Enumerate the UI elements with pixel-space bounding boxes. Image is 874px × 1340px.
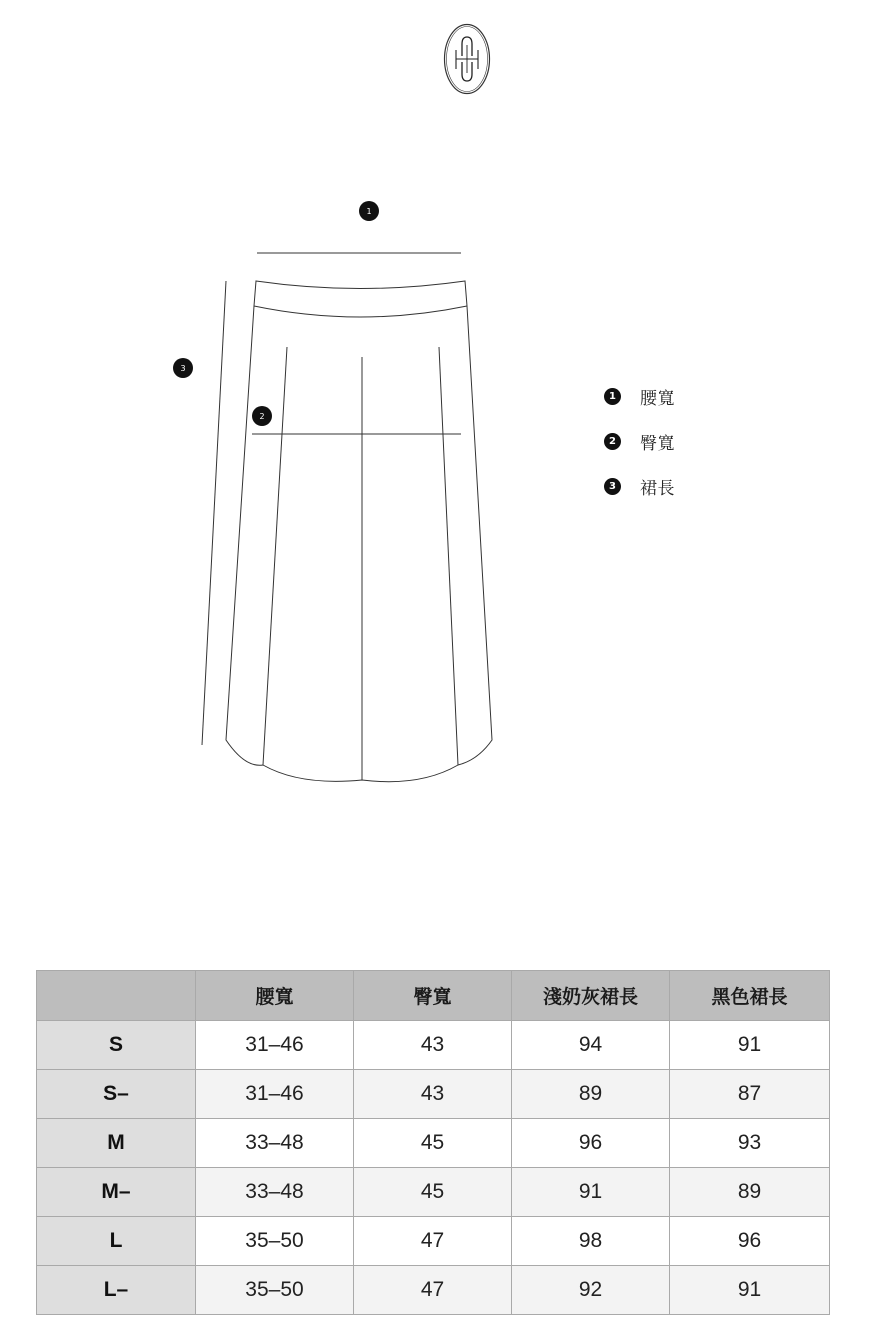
measurement-legend [604, 385, 804, 520]
length-cream-cell: 91 [512, 1168, 670, 1217]
legend-label-length: 裙長 [640, 478, 675, 499]
waist-cell: 35–50 [196, 1266, 354, 1315]
length-black-cell: 91 [670, 1021, 830, 1070]
header-length-cream-grey: 淺奶灰裙長 [512, 971, 670, 1021]
marker-1-label: 1 [366, 207, 372, 216]
waist-cell: 31–46 [196, 1070, 354, 1119]
hip-cell: 45 [354, 1168, 512, 1217]
length-cream-cell: 92 [512, 1266, 670, 1315]
header-waist: 腰寬 [196, 971, 354, 1021]
marker-2 [252, 406, 272, 426]
table-row [37, 1070, 830, 1119]
length-measure-line [202, 281, 226, 745]
waist-cell: 33–48 [196, 1119, 354, 1168]
marker-1 [359, 201, 379, 221]
length-black-cell: 93 [670, 1119, 830, 1168]
length-black-cell: 96 [670, 1217, 830, 1266]
legend-item-waist [604, 385, 804, 407]
table-row [37, 1217, 830, 1266]
legend-marker-1: 1 [604, 388, 621, 405]
length-cream-cell: 94 [512, 1021, 670, 1070]
hip-cell: 47 [354, 1217, 512, 1266]
waist-cell: 31–46 [196, 1021, 354, 1070]
table-row [37, 1266, 830, 1315]
table-header-row [37, 971, 830, 1021]
legend-label-waist: 腰寬 [640, 388, 675, 409]
table-row [37, 1168, 830, 1217]
header-hip: 臀寬 [354, 971, 512, 1021]
legend-item-length [604, 475, 804, 497]
legend-item-hip [604, 430, 804, 452]
length-cream-cell: 89 [512, 1070, 670, 1119]
waist-cell: 33–48 [196, 1168, 354, 1217]
skirt-waistband [254, 281, 467, 317]
legend-marker-2: 2 [604, 433, 621, 450]
hip-cell: 43 [354, 1070, 512, 1119]
marker-2-label: 2 [259, 412, 265, 421]
length-cream-cell: 98 [512, 1217, 670, 1266]
size-label: L [37, 1217, 196, 1266]
table-row [37, 1119, 830, 1168]
legend-label-hip: 臀寬 [640, 433, 675, 454]
hip-cell: 45 [354, 1119, 512, 1168]
hip-cell: 43 [354, 1021, 512, 1070]
marker-3-label: 3 [180, 364, 186, 373]
header-length-black: 黑色裙長 [670, 971, 830, 1021]
size-label: M [37, 1119, 196, 1168]
marker-3 [173, 358, 193, 378]
size-chart-table [36, 970, 830, 1315]
length-black-cell: 87 [670, 1070, 830, 1119]
header-size-corner [37, 971, 196, 1021]
size-label: M– [37, 1168, 196, 1217]
length-black-cell: 91 [670, 1266, 830, 1315]
size-label: S [37, 1021, 196, 1070]
skirt-right-seam [439, 347, 458, 765]
legend-marker-3: 3 [604, 478, 621, 495]
hip-cell: 47 [354, 1266, 512, 1315]
waist-cell: 35–50 [196, 1217, 354, 1266]
size-label: L– [37, 1266, 196, 1315]
length-cream-cell: 96 [512, 1119, 670, 1168]
length-black-cell: 89 [670, 1168, 830, 1217]
size-label: S– [37, 1070, 196, 1119]
table-row [37, 1021, 830, 1070]
